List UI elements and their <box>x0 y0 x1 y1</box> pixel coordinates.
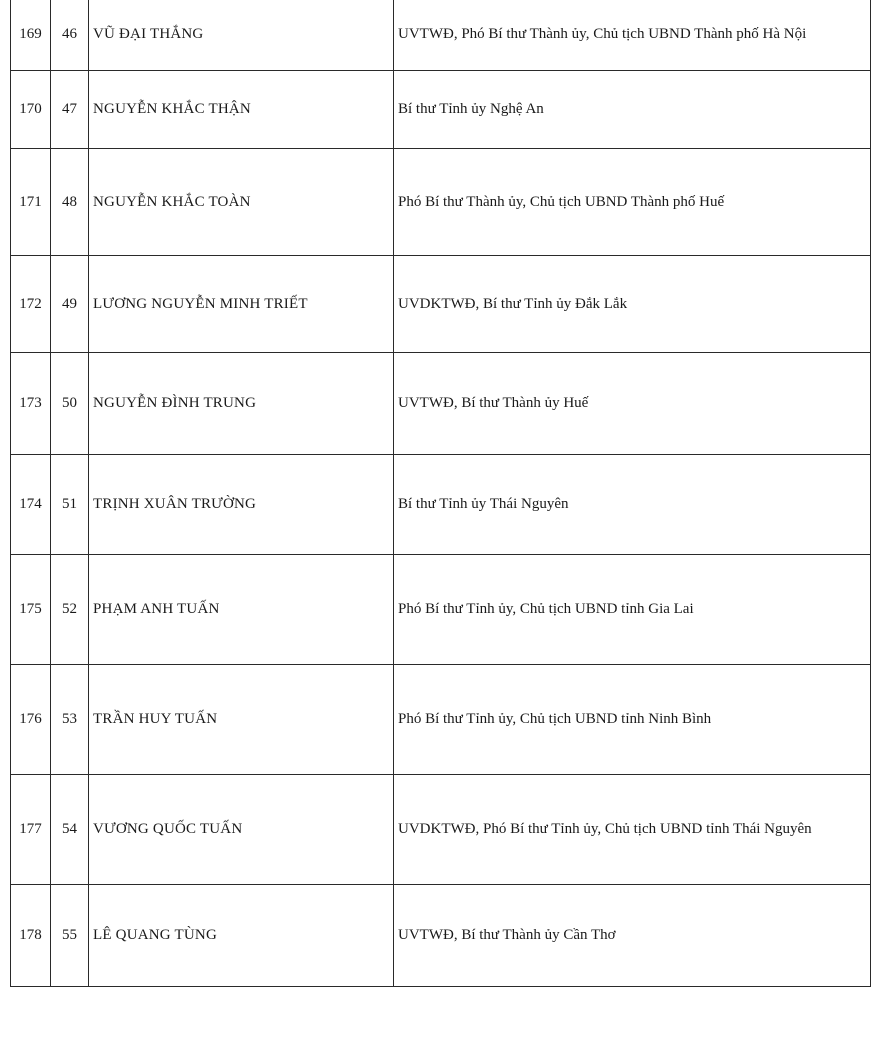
table-row <box>11 775 871 885</box>
member-position: Phó Bí thư Tỉnh ủy, Chủ tịch UBND tỉnh Ninh Bình <box>394 665 871 775</box>
member-name: NGUYỄN ĐÌNH TRUNG <box>89 353 394 455</box>
row-overall-number: 169 <box>11 0 51 71</box>
row-group-number: 47 <box>51 71 89 149</box>
member-position: UVTWĐ, Bí thư Thành ủy Cần Thơ <box>394 885 871 987</box>
member-position: Phó Bí thư Tỉnh ủy, Chủ tịch UBND tỉnh Gia Lai <box>394 555 871 665</box>
member-name: NGUYỄN KHẮC TOÀN <box>89 149 394 256</box>
row-group-number: 55 <box>51 885 89 987</box>
row-overall-number: 176 <box>11 665 51 775</box>
row-group-number: 48 <box>51 149 89 256</box>
table-row <box>11 885 871 987</box>
member-name: TRẦN HUY TUẤN <box>89 665 394 775</box>
row-group-number: 46 <box>51 0 89 71</box>
table-row <box>11 149 871 256</box>
row-group-number: 52 <box>51 555 89 665</box>
table-row <box>11 665 871 775</box>
member-name: PHẠM ANH TUẤN <box>89 555 394 665</box>
member-name: VŨ ĐẠI THẮNG <box>89 0 394 71</box>
table-row <box>11 455 871 555</box>
row-overall-number: 171 <box>11 149 51 256</box>
table-row <box>11 0 871 71</box>
member-position: UVDKTWĐ, Bí thư Tỉnh ủy Đắk Lắk <box>394 256 871 353</box>
row-overall-number: 175 <box>11 555 51 665</box>
row-overall-number: 174 <box>11 455 51 555</box>
row-overall-number: 178 <box>11 885 51 987</box>
member-position: UVTWĐ, Bí thư Thành ủy Huế <box>394 353 871 455</box>
row-group-number: 54 <box>51 775 89 885</box>
member-name: VƯƠNG QUỐC TUẤN <box>89 775 394 885</box>
member-position: UVTWĐ, Phó Bí thư Thành ủy, Chủ tịch UBND Thành phố Hà Nội <box>394 0 871 71</box>
member-position: Bí thư Tỉnh ủy Thái Nguyên <box>394 455 871 555</box>
member-position: Bí thư Tỉnh ủy Nghệ An <box>394 71 871 149</box>
table-row <box>11 256 871 353</box>
table-row <box>11 71 871 149</box>
row-overall-number: 172 <box>11 256 51 353</box>
table-row <box>11 555 871 665</box>
row-overall-number: 170 <box>11 71 51 149</box>
member-name: LƯƠNG NGUYỄN MINH TRIẾT <box>89 256 394 353</box>
row-group-number: 51 <box>51 455 89 555</box>
member-name: NGUYỄN KHẮC THẬN <box>89 71 394 149</box>
row-group-number: 50 <box>51 353 89 455</box>
row-overall-number: 173 <box>11 353 51 455</box>
row-group-number: 53 <box>51 665 89 775</box>
row-overall-number: 177 <box>11 775 51 885</box>
member-position: UVDKTWĐ, Phó Bí thư Tỉnh ủy, Chủ tịch UBND tỉnh Thái Nguyên <box>394 775 871 885</box>
row-group-number: 49 <box>51 256 89 353</box>
table-row <box>11 353 871 455</box>
member-table-body <box>11 0 871 987</box>
member-name: TRỊNH XUÂN TRƯỜNG <box>89 455 394 555</box>
member-table <box>10 0 871 987</box>
member-position: Phó Bí thư Thành ủy, Chủ tịch UBND Thành phố Huế <box>394 149 871 256</box>
member-name: LÊ QUANG TÙNG <box>89 885 394 987</box>
